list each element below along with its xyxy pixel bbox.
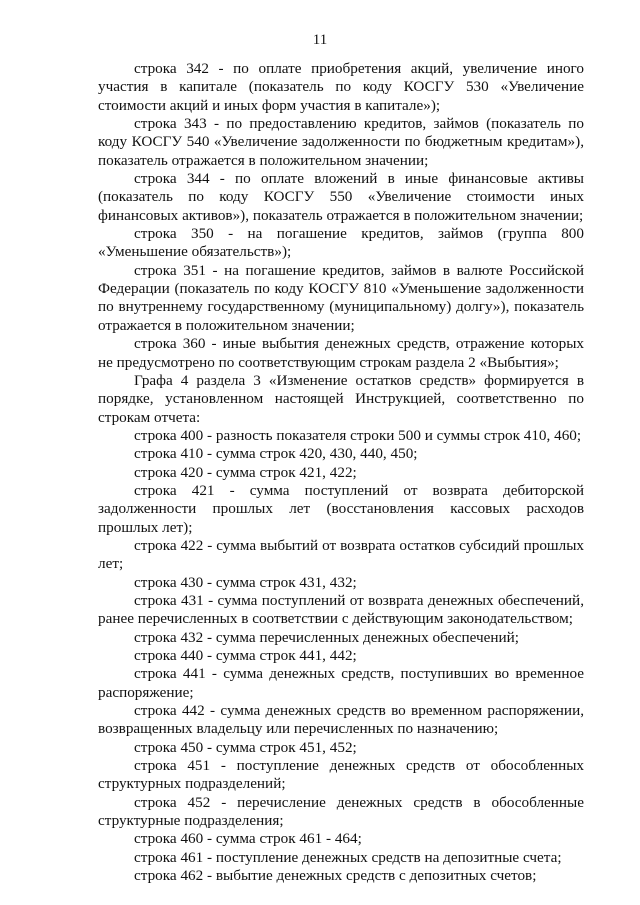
paragraph-section-3-intro: Графа 4 раздела 3 «Изменение остатков средств» формируется в порядке, установленном настоящей Инструкцией, соответственно по строкам отчета:	[98, 371, 584, 426]
paragraph-line-431: строка 431 - сумма поступлений от возврата денежных обеспечений, ранее перечисленных в соответствии с действующим законодательством;	[98, 591, 584, 628]
paragraph-line-343: строка 343 - по предоставлению кредитов, займов (показатель по коду КОСГУ 540 «Увеличение задолженности по бюджетным кредитам»), показатель отражается в положительном значении;	[98, 115, 584, 169]
paragraph-line-342: строка 342 - по оплате приобретения акций, увеличение иного участия в капитале (показатель по коду КОСГУ 530 «Увеличение стоимости акций и иных форм участия в капитале»);	[98, 60, 584, 114]
paragraph-line-350: строка 350 - на погашение кредитов, займов (группа 800 «Уменьшение обязательств»);	[98, 225, 584, 261]
paragraph-line-451: строка 451 - поступление денежных средств от обособленных структурных подразделений;	[98, 757, 584, 793]
paragraph-line-432: строка 432 - сумма перечисленных денежных обеспечений;	[134, 628, 519, 646]
paragraph-line-462: строка 462 - выбытие денежных средств с депозитных счетов;	[134, 867, 537, 885]
paragraph-line-452: строка 452 - перечисление денежных средств в обособленные структурные подразделения;	[98, 793, 584, 830]
paragraph-line-400: строка 400 - разность показателя строки 500 и суммы строк 410, 460;	[134, 426, 582, 444]
paragraph-line-461: строка 461 - поступление денежных средств на депозитные счета;	[134, 848, 562, 866]
paragraph-line-450: строка 450 - сумма строк 451, 452;	[134, 738, 357, 756]
paragraph-line-441: строка 441 - сумма денежных средств, поступивших во временное распоряжение;	[98, 665, 584, 701]
page-number: 11	[312, 32, 328, 48]
paragraph-line-410: строка 410 - сумма строк 420, 430, 440, 450;	[134, 445, 418, 463]
paragraph-line-421: строка 421 - сумма поступлений от возврата дебиторской задолженности прошлых лет (восстановления кассовых расходов прошлых лет);	[98, 481, 584, 536]
paragraph-line-344: строка 344 - по оплате вложений в иные финансовые активы (показатель по коду КОСГУ 550 «Увеличение стоимости иных финансовых активов»), показатель отражается в положительном значении;	[98, 170, 584, 224]
paragraph-line-351: строка 351 - на погашение кредитов, займов в валюте Российской Федерации (показатель по коду КОСГУ 810 «Уменьшение задолженности по внутреннему государственному (муниципальному) долгу»), показатель отражается в положительном значении;	[98, 261, 584, 334]
document-body	[98, 60, 584, 885]
paragraph-line-422: строка 422 - сумма выбытий от возврата остатков субсидий прошлых лет;	[98, 536, 584, 573]
paragraph-line-440: строка 440 - сумма строк 441, 442;	[134, 647, 357, 664]
paragraph-line-360: строка 360 - иные выбытия денежных средств, отражение которых не предусмотрено по соответствующим строкам раздела 2 «Выбытия»;	[98, 335, 584, 371]
paragraph-line-442: строка 442 - сумма денежных средств во временном распоряжении, возвращенных владельцу или перечисленных по назначению;	[98, 702, 584, 738]
paragraph-line-430: строка 430 - сумма строк 431, 432;	[134, 573, 357, 591]
paragraph-line-420: строка 420 - сумма строк 421, 422;	[134, 463, 357, 481]
paragraph-line-460: строка 460 - сумма строк 461 - 464;	[134, 830, 362, 848]
